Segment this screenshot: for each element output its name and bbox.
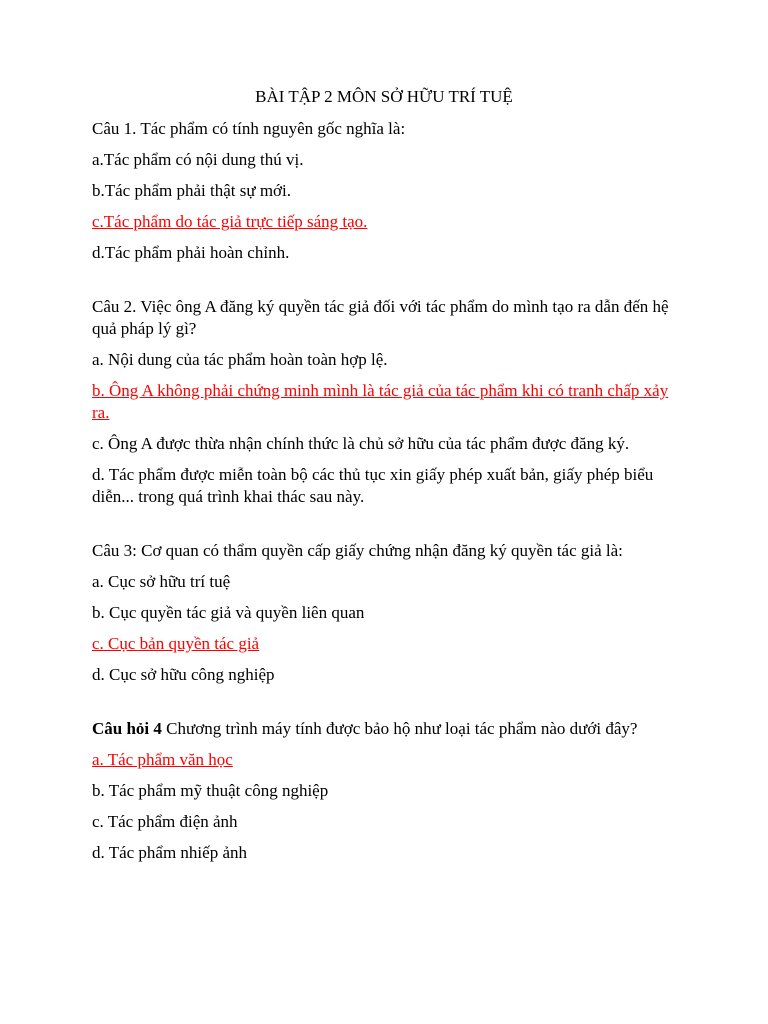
q2-option-b-correct: b. Ông A không phải chứng minh mình là tác giả của tác phẩm khi có tranh chấp xảy ra. [92,381,669,422]
q4-option-a-correct: a. Tác phẩm văn học [92,750,233,769]
q1-option-d: d.Tác phẩm phải hoàn chỉnh. [92,243,290,262]
q1-option-b: b.Tác phẩm phải thật sự mới. [92,181,292,200]
q4-option-b: b. Tác phẩm mỹ thuật công nghiệp [92,781,329,800]
document-body [92,118,684,873]
question-1: Câu 1. Tác phẩm có tính nguyên gốc nghĩa là: [92,119,406,138]
q2-option-c: c. Ông A được thừa nhận chính thức là chủ sở hữu của tác phẩm được đăng ký. [92,434,630,453]
spacer [92,273,684,296]
q1-option-c-correct: c.Tác phẩm do tác giả trực tiếp sáng tạo. [92,212,368,231]
q3-option-c-correct: c. Cục bản quyền tác giả [92,634,260,653]
document-title: BÀI TẬP 2 MÔN SỞ HỮU TRÍ TUỆ [255,87,513,106]
spacer [92,695,684,718]
spacer [92,517,684,540]
q2-option-d: d. Tác phẩm được miễn toàn bộ các thủ tục xin giấy phép xuất bản, giấy phép biểu diễn... trong quá trình khai thác sau này. [92,465,654,506]
question-4 [92,718,684,740]
q3-option-a: a. Cục sở hữu trí tuệ [92,572,231,591]
question-2: Câu 2. Việc ông A đăng ký quyền tác giả đối với tác phẩm do mình tạo ra dẫn đến hệ quả pháp lý gì? [92,297,669,338]
question-3: Câu 3: Cơ quan có thẩm quyền cấp giấy chứng nhận đăng ký quyền tác giả là: [92,541,623,560]
q4-option-c: c. Tác phẩm điện ảnh [92,812,238,831]
q3-option-d: d. Cục sở hữu công nghiệp [92,665,275,684]
q2-option-a: a. Nội dung của tác phẩm hoàn toàn hợp lệ. [92,350,388,369]
q3-option-b: b. Cục quyền tác giả và quyền liên quan [92,603,365,622]
question-4-text: Chương trình máy tính được bảo hộ như loại tác phẩm nào dưới đây? [161,719,638,738]
question-4-label: Câu hỏi 4 [92,719,162,738]
q4-option-d: d. Tác phẩm nhiếp ảnh [92,843,248,862]
q1-option-a: a.Tác phẩm có nội dung thú vị. [92,150,304,169]
